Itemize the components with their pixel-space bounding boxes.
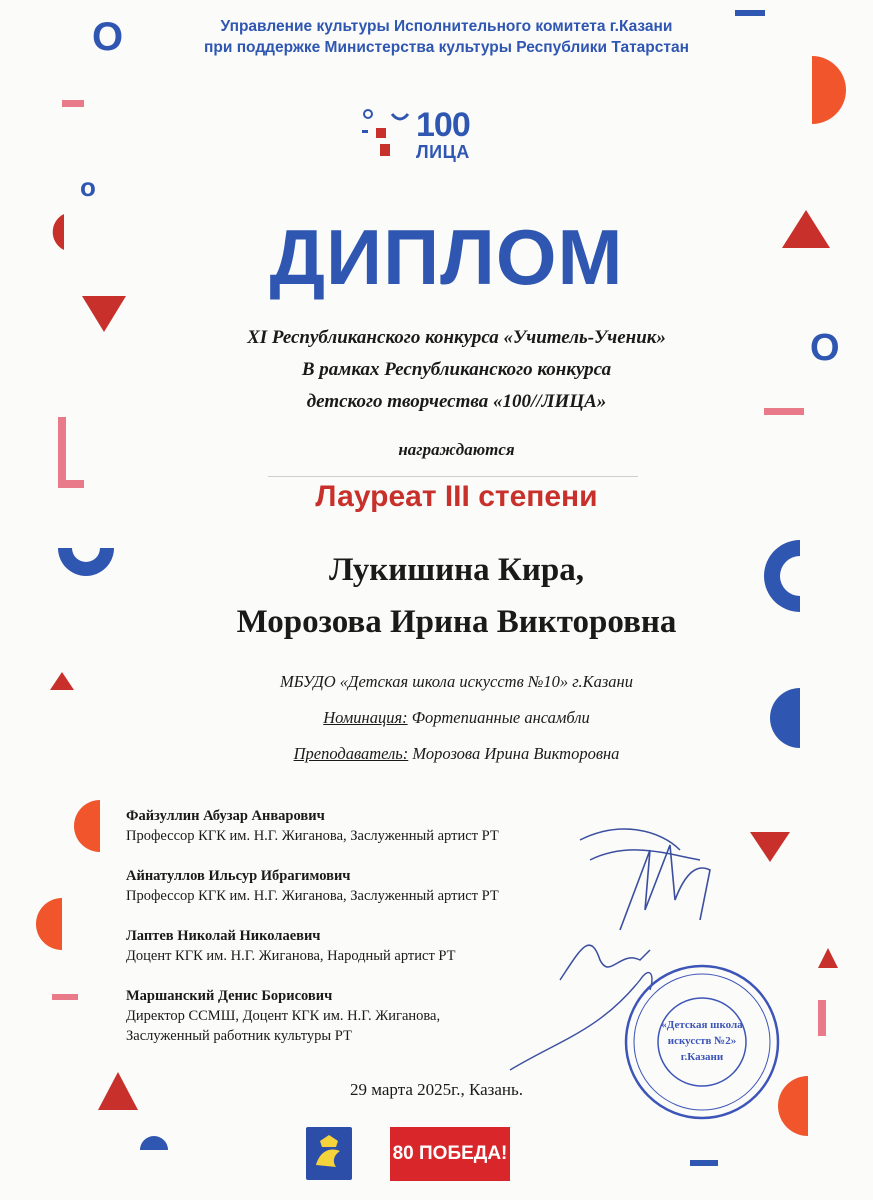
- deco-half-circle-orange-right: [812, 56, 846, 124]
- logo-smile-icon: [392, 114, 408, 119]
- deco-o-top-left: O: [92, 15, 124, 59]
- recipients: [0, 544, 873, 648]
- jury-member: [126, 806, 499, 846]
- deco-o-small: o: [80, 172, 96, 202]
- official-stamp: [622, 962, 782, 1122]
- deco-small-triangle-right: [818, 948, 838, 968]
- awarded-label: награждаются: [398, 440, 515, 459]
- diploma-title: ДИПЛОМ: [269, 213, 624, 301]
- subtitle: [0, 322, 873, 418]
- logo-dash-icon: [362, 130, 368, 133]
- header-line-1: Управление культуры Исполнительного комитета г.Казани: [220, 18, 673, 35]
- jury-name: Айнатуллов Ильсур Ибрагимович: [126, 868, 351, 884]
- logo-square-icon-2: [380, 144, 390, 156]
- jury-list: [126, 806, 499, 1066]
- stamp-text-1: «Детская школа: [661, 1019, 743, 1031]
- jury-role: Профессор КГК им. Н.Г. Жиганова, Заслуженный артист РТ: [126, 828, 499, 844]
- jury-role: Доцент КГК им. Н.Г. Жиганова, Народный артист РТ: [126, 948, 456, 964]
- jury-member: [126, 866, 499, 906]
- logo-number: 100: [416, 106, 470, 144]
- laureate-degree: Лауреат III степени: [315, 480, 598, 513]
- recipient-1: Лукишина Кира,: [329, 552, 584, 588]
- header-line-2: при поддержке Министерства культуры Республики Татарстан: [204, 39, 689, 56]
- jury-role: Заслуженный работник культуры РТ: [126, 1028, 352, 1044]
- stamp-text-2: искусств №2»: [667, 1035, 737, 1047]
- subtitle-line-3: детского творчества «100//ЛИЦА»: [306, 391, 607, 412]
- jury-name: Лаптев Николай Николаевич: [126, 928, 321, 944]
- signature-2: [620, 845, 710, 930]
- jury-role: Директор ССМШ, Доцент КГК им. Н.Г. Жиганова,: [126, 1008, 441, 1024]
- deco-dash-pink: [52, 994, 78, 1000]
- nomination-label: Номинация:: [323, 708, 408, 727]
- deco-half-blue-bottom: [140, 1136, 168, 1150]
- deco-triangle-up-bottom: [98, 1072, 138, 1110]
- teacher-line: [20, 736, 873, 772]
- header: [0, 16, 873, 58]
- stamp-text-3: г.Казани: [680, 1051, 724, 1063]
- deco-half-circle-orange-left2: [36, 898, 62, 950]
- divider: [268, 476, 638, 477]
- deco-o-right: O: [810, 327, 840, 369]
- deco-bar-pink-right: [818, 1000, 826, 1036]
- logo-square-icon: [376, 128, 386, 138]
- deco-dash: [62, 100, 84, 107]
- jury-role: Профессор КГК им. Н.Г. Жиганова, Заслуженный артист РТ: [126, 888, 499, 904]
- recipient-2: Морозова Ирина Викторовна: [236, 604, 677, 640]
- jury-name: Файзуллин Абузар Анварович: [126, 808, 325, 824]
- logo-dot-icon: [364, 110, 372, 118]
- teacher-label: Преподаватель:: [293, 744, 409, 763]
- logo-word: ЛИЦА: [416, 142, 470, 162]
- deco-dash-bottom: [690, 1160, 718, 1166]
- school-name: МБУДО «Детская школа искусств №10» г.Казани: [280, 672, 633, 691]
- subtitle-line-2: В рамках Республиканского конкурса: [301, 359, 612, 380]
- jury-name: Маршанский Денис Борисович: [126, 988, 333, 1004]
- nomination-value: Фортепианные ансамбли: [411, 708, 590, 727]
- issue-date: 29 марта 2025г., Казань.: [350, 1080, 523, 1099]
- jury-member: [126, 986, 499, 1046]
- victory-80-badge: 80 ПОБЕДА!: [390, 1127, 510, 1181]
- jury-member: [126, 926, 499, 966]
- signature-1: [580, 829, 700, 860]
- subtitle-line-1: XI Республиканского конкурса «Учитель-Ученик»: [247, 327, 666, 348]
- teacher-value: Морозова Ирина Викторовна: [412, 744, 620, 763]
- nomination-line: [20, 700, 873, 736]
- details: [0, 664, 873, 772]
- kazan-emblem-icon: [306, 1127, 352, 1180]
- deco-half-circle-orange-left: [74, 800, 100, 852]
